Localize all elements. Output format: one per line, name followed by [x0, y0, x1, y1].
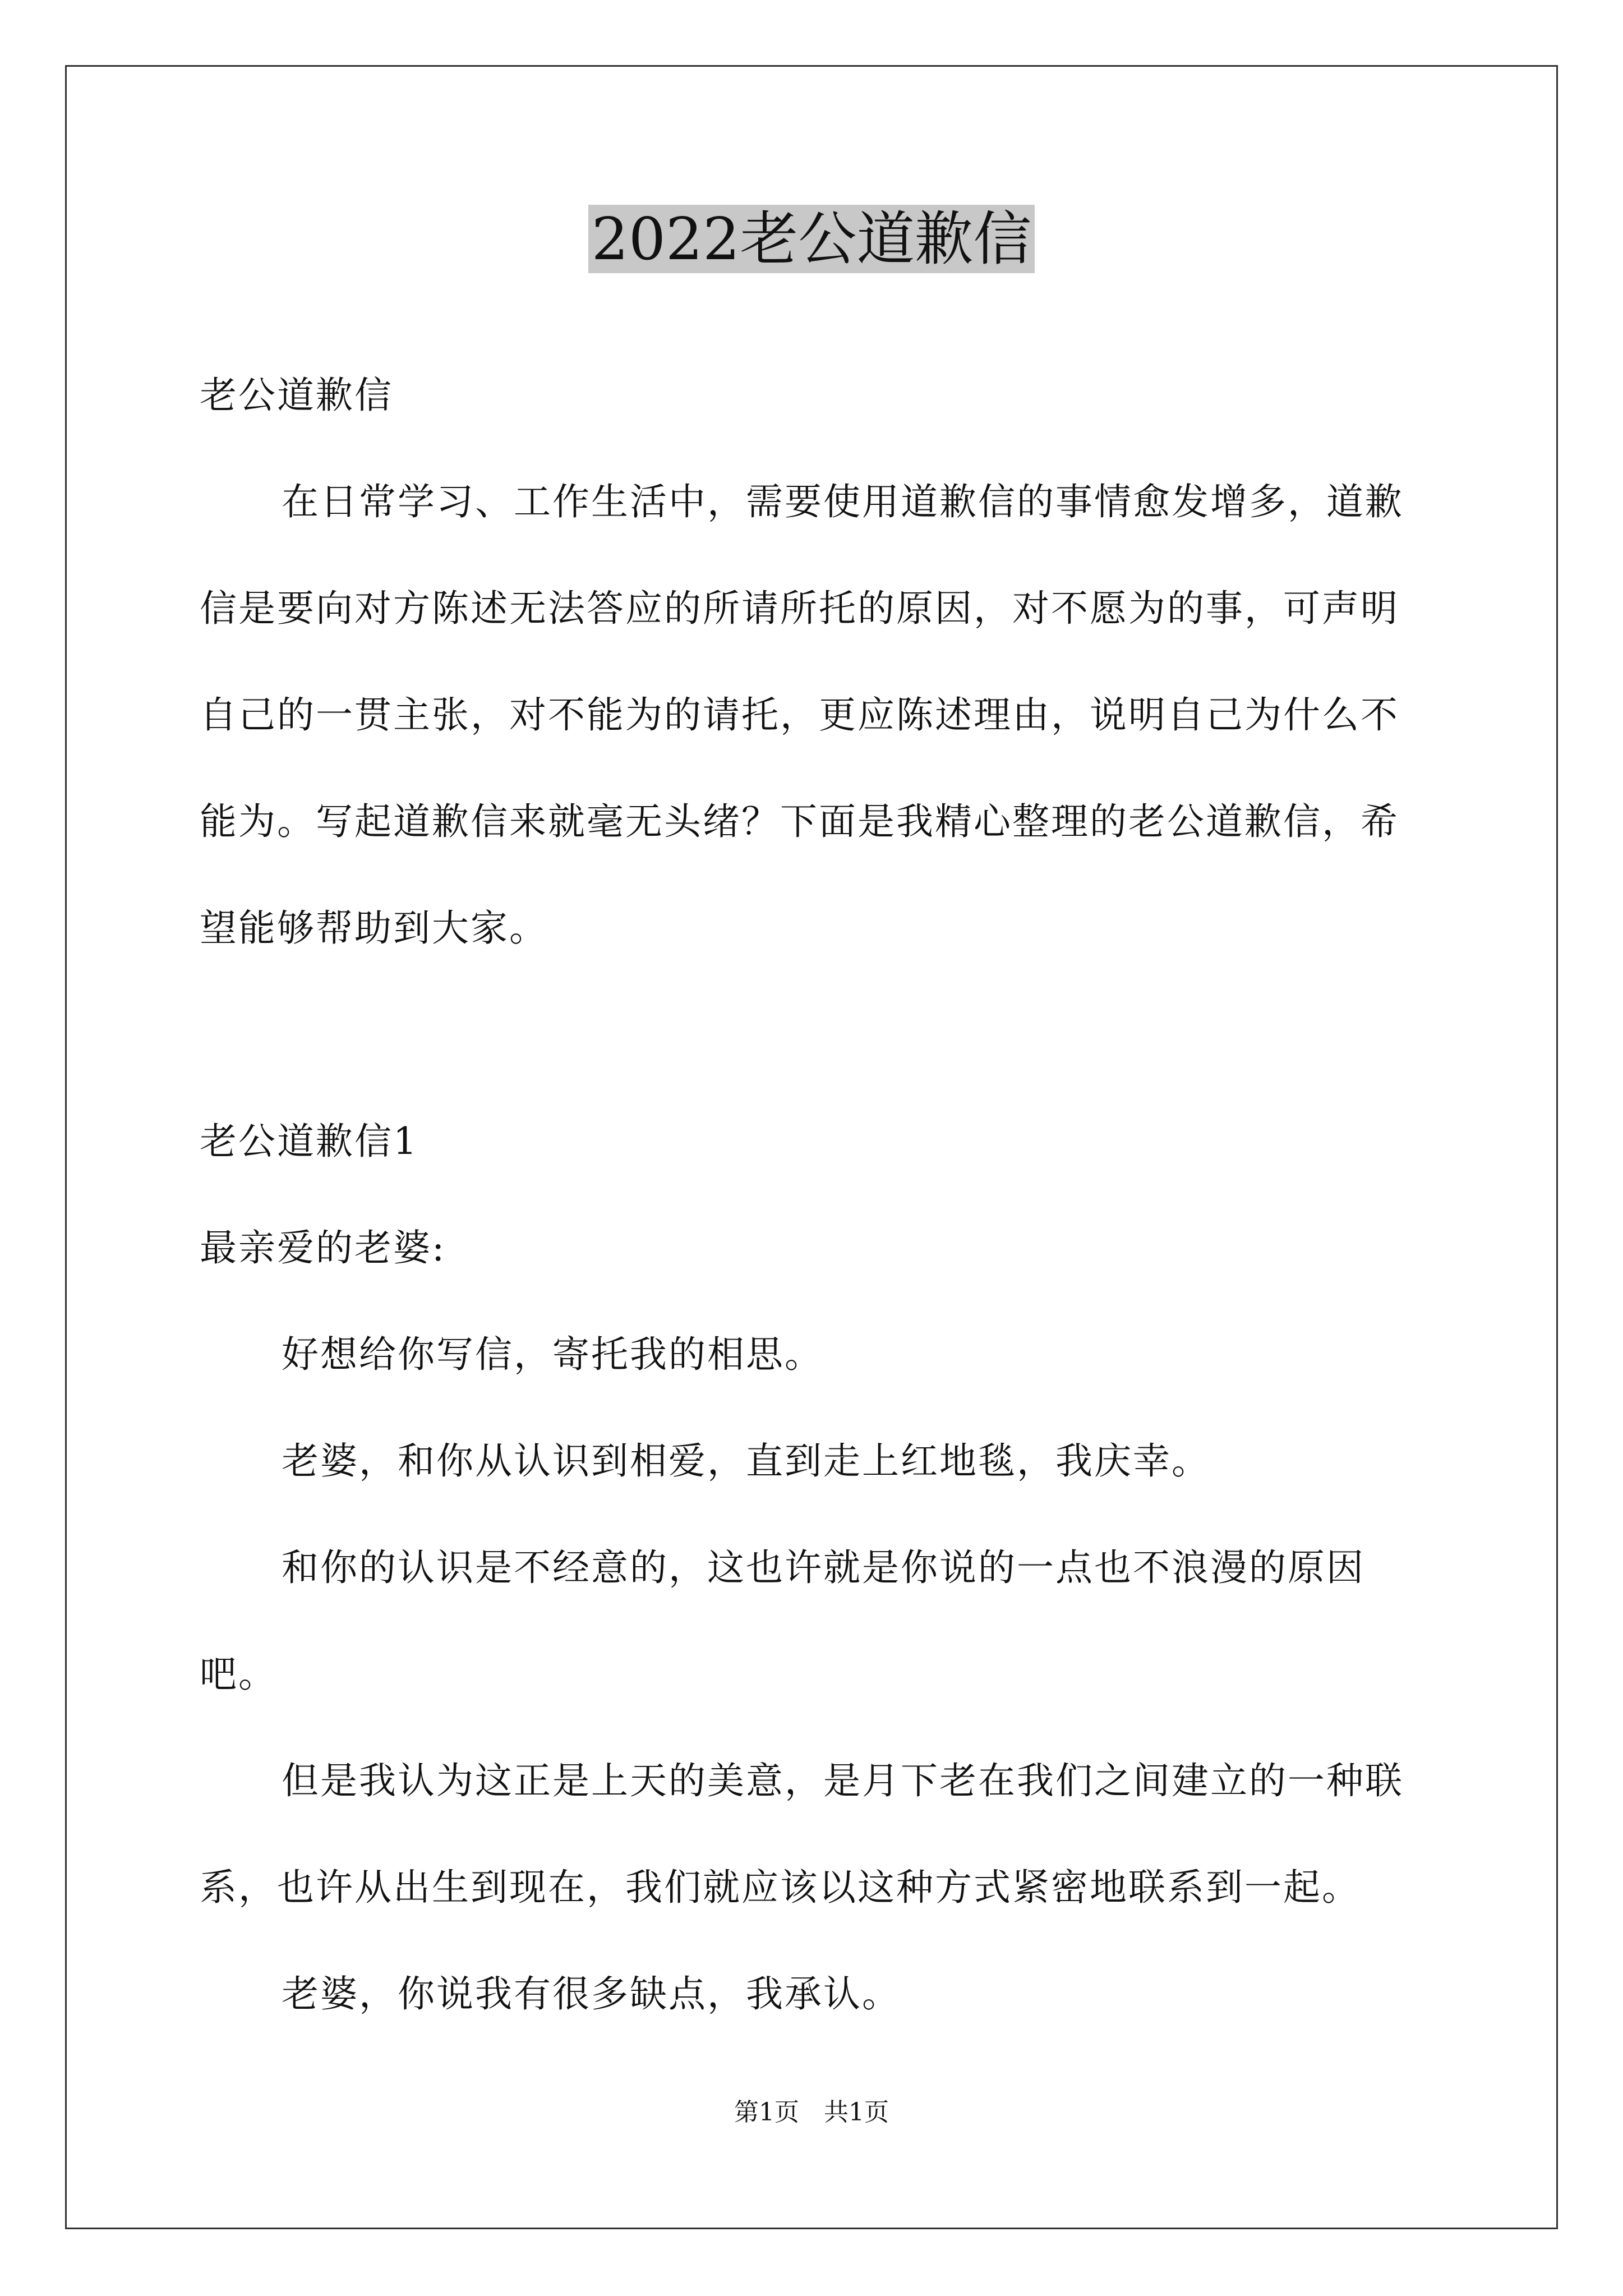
document-title [0, 200, 1623, 278]
letter-paragraph: 老婆，和你从认识到相爱，直到走上红地毯，我庆幸。 [282, 1439, 1210, 1483]
page-footer [0, 2096, 1623, 2129]
letter-heading: 老公道歉信1 [200, 1120, 418, 1163]
document-body [200, 342, 1433, 2047]
salutation: 最亲爱的老婆: [200, 1226, 446, 1269]
page-number: 第1页 共1页 [734, 2098, 889, 2127]
letter-paragraph: 和你的认识是不经意的，这也许就是你说的一点也不浪漫的原因吧。 [200, 1546, 1365, 1696]
subtitle: 老公道歉信 [200, 374, 393, 417]
spacer [200, 982, 1433, 1088]
letter-paragraph: 好想给你写信，寄托我的相思。 [282, 1333, 823, 1376]
letter-paragraph: 老婆，你说我有很多缺点，我承认。 [282, 1972, 901, 2016]
intro-paragraph: 在日常学习、工作生活中，需要使用道歉信的事情愈发增多，道歉信是要向对方陈述无法答应的所请所托的原因，对不愿为的事，可声明自己的一贯主张，对不能为的请托，更应陈述理由，说明自己为什么不能为。写起道歉信来就毫无头绪？下面是我精心整理的老公道歉信，希望能够帮助到大家。 [200, 480, 1404, 950]
title-text: 2022老公道歉信 [588, 205, 1035, 273]
letter-paragraph: 但是我认为这正是上天的美意，是月下老在我们之间建立的一种联系，也许从出生到现在，我们就应该以这种方式紧密地联系到一起。 [200, 1759, 1404, 1909]
